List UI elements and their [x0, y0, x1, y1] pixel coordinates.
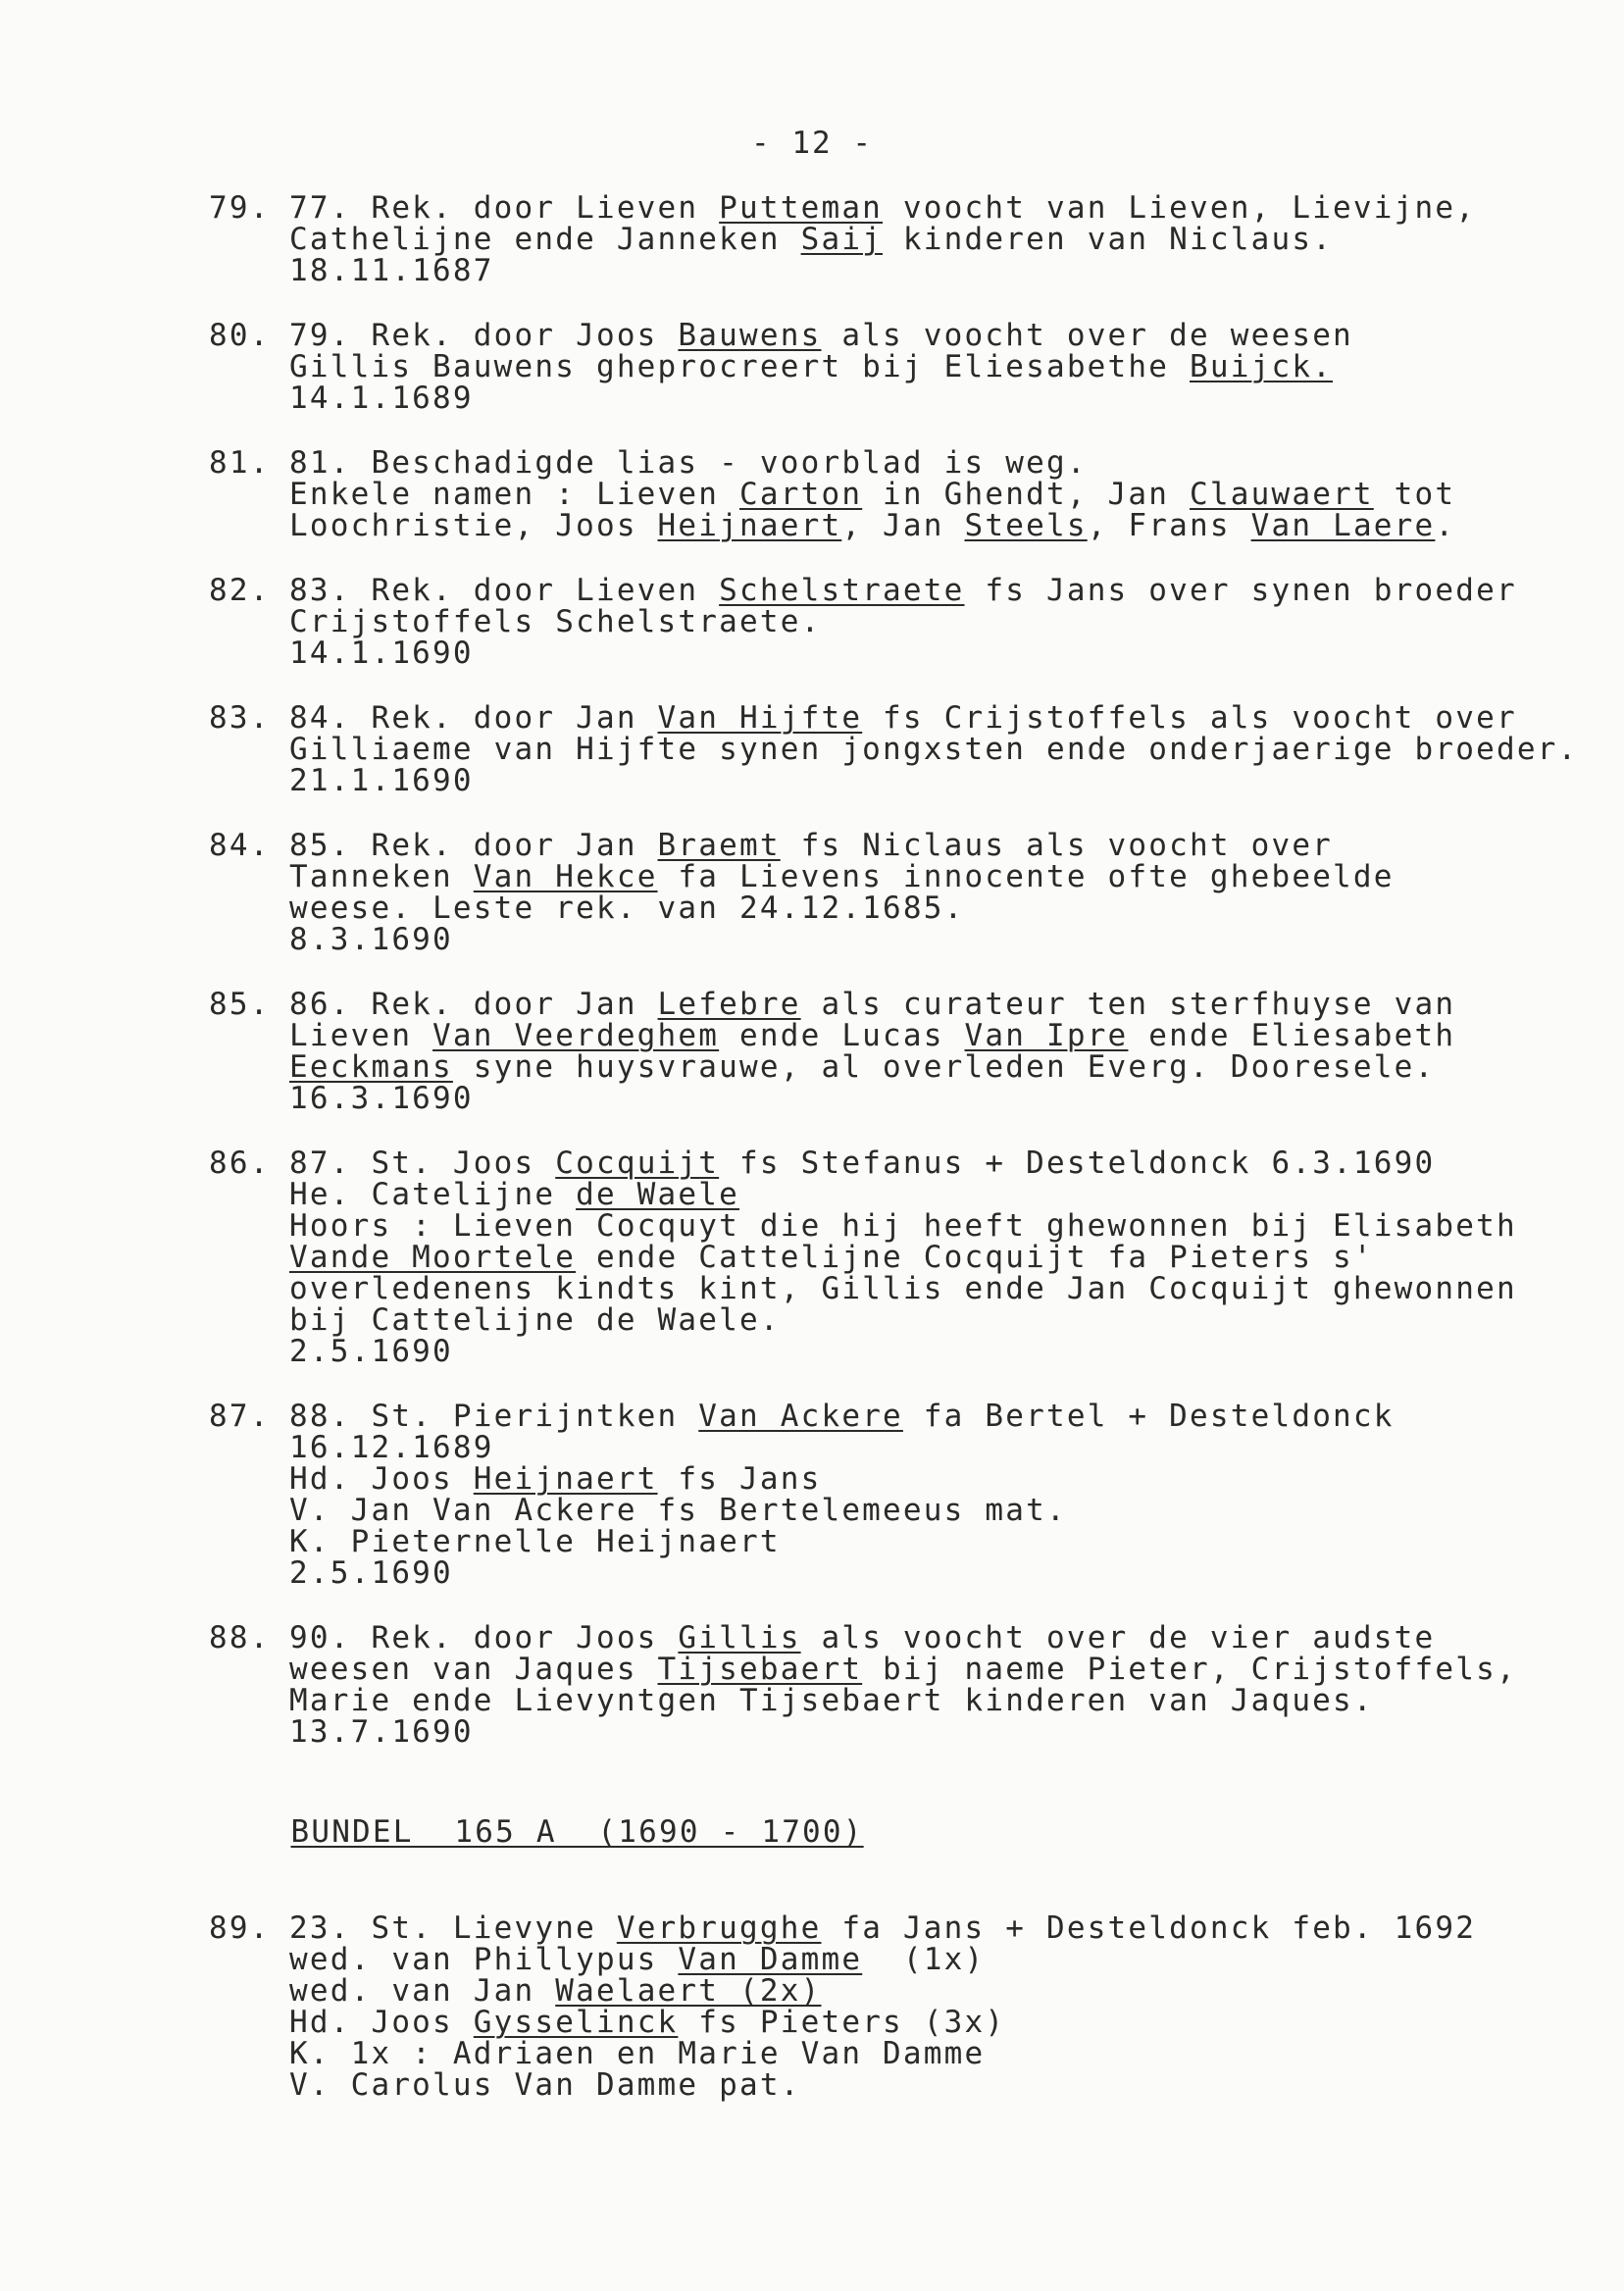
entry-line: [289, 351, 1562, 382]
entry-line: [289, 1210, 1562, 1242]
entry-number: 80.: [209, 318, 271, 353]
text-segment: syne huysvrauwe, al overleden Everg. Dooresele.: [452, 1049, 1436, 1085]
text-segment: Tanneken: [289, 859, 474, 894]
text-segment: K. 1x : Adriaen en Marie Van Damme: [289, 2036, 986, 2071]
entry-line: [289, 1083, 1562, 1114]
text-segment: He. Catelijne: [289, 1177, 577, 1212]
text-segment: Gillis Bauwens gheprocreert bij Eliesabethe: [289, 349, 1190, 384]
entry-line: [289, 320, 1562, 351]
text-segment: V. Carolus Van Damme pat.: [289, 2067, 801, 2103]
underlined-name: Schelstraete: [719, 573, 965, 608]
text-segment: Marie ende Lievyntgen Tijsebaert kinderen van Jaques.: [289, 1683, 1374, 1718]
entry-line: [289, 255, 1562, 286]
text-segment: fa Bertel + Desteldonck: [902, 1399, 1395, 1434]
text-segment: (1x): [862, 1942, 986, 1977]
entry-line: [289, 1912, 1562, 1944]
entry-number: 82.: [209, 573, 271, 608]
text-segment: 13.7.1690: [289, 1714, 474, 1750]
entry-line: [289, 1975, 1562, 2007]
text-segment: 81. Beschadigde lias - voorblad is weg.: [289, 445, 1088, 481]
entry-number: 81.: [209, 445, 271, 481]
entry-line: [289, 192, 1562, 224]
list-item: [209, 575, 1562, 669]
text-segment: bij naeme Pieter, Crijstoffels,: [862, 1652, 1517, 1687]
list-item: [209, 1147, 1562, 1367]
entry-line: [289, 1051, 1562, 1083]
entry-text: [289, 192, 1562, 286]
list-item: [209, 447, 1562, 541]
entry-text: [289, 702, 1578, 796]
text-segment: 8.3.1690: [289, 922, 453, 957]
text-segment: 77. Rek. door Lieven: [289, 190, 720, 226]
text-segment: 23. St. Lievyne: [289, 1910, 617, 1946]
entry-line: [289, 1654, 1562, 1685]
entry-line: [289, 830, 1562, 861]
text-segment: 83. Rek. door Lieven: [289, 573, 720, 608]
entry-line: [289, 1685, 1562, 1716]
text-segment: fs Stefanus + Desteldonck 6.3.1690: [719, 1146, 1436, 1181]
text-segment: 79. Rek. door Joos: [289, 318, 679, 353]
entry-line: [289, 447, 1562, 479]
text-segment: tot: [1373, 477, 1456, 512]
text-segment: 86. Rek. door Jan: [289, 987, 658, 1022]
text-segment: 85. Rek. door Jan: [289, 828, 658, 863]
entry-number: 85.: [209, 987, 271, 1022]
underlined-name: Van Ackere: [698, 1399, 903, 1434]
text-segment: 88. St. Pierijntken: [289, 1399, 699, 1434]
entry-line: [289, 606, 1562, 637]
entry-line: [289, 1147, 1562, 1179]
text-segment: fs Crijstoffels als voocht over: [862, 700, 1517, 736]
text-segment: Hd. Joos: [289, 2005, 474, 2040]
underlined-name: Bauwens: [678, 318, 822, 353]
entry-number: 83.: [209, 700, 271, 736]
entry-text: [289, 447, 1562, 541]
text-segment: Enkele namen : Lieven: [289, 477, 739, 512]
entry-line: [289, 861, 1562, 892]
document-body: [209, 190, 1579, 2134]
text-segment: 14.1.1689: [289, 381, 474, 416]
underlined-name: Van Ipre: [964, 1018, 1129, 1053]
entry-line: [289, 1622, 1562, 1654]
entry-number: 88.: [209, 1620, 271, 1655]
entry-number: 89.: [209, 1910, 271, 1946]
text-segment: kinderen van Niclaus.: [883, 222, 1334, 257]
entry-line: [289, 1020, 1562, 1051]
entry-line: [289, 382, 1562, 414]
entry-line: [289, 1944, 1562, 1975]
text-segment: 16.3.1690: [289, 1081, 474, 1116]
entry-line: [289, 2007, 1562, 2038]
underlined-name: Heijnaert: [473, 1461, 658, 1497]
section-heading: [209, 1785, 1562, 1879]
text-segment: , Frans: [1087, 508, 1251, 543]
entry-text: [289, 575, 1562, 669]
text-segment: fs Pieters (3x): [678, 2005, 1006, 2040]
text-segment: fs Niclaus als voocht over: [780, 828, 1334, 863]
entry-line: [289, 2038, 1562, 2069]
entry-line: [289, 1463, 1562, 1495]
underlined-name: Saij: [800, 222, 884, 257]
text-segment: Crijstoffels Schelstraete.: [289, 604, 822, 639]
text-segment: Lieven: [289, 1018, 433, 1053]
entry-list-bundel-165a: [209, 1912, 1562, 2101]
text-segment: ende Eliesabeth: [1128, 1018, 1456, 1053]
underlined-name: Gillis: [678, 1620, 801, 1655]
text-segment: als voocht over de vier audste: [800, 1620, 1436, 1655]
text-segment: fa Lievens innocente ofte ghebeelde: [657, 859, 1395, 894]
underlined-name: Carton: [739, 477, 863, 512]
list-item: [209, 700, 1579, 798]
text-segment: overledenens kindts kint, Gillis ende Jan Cocquijt ghewonnen: [289, 1271, 1517, 1306]
entry-text: [289, 1400, 1562, 1589]
entry-line: [289, 1557, 1562, 1589]
text-segment: als curateur ten sterfhuyse van: [800, 987, 1456, 1022]
text-segment: fa Jans + Desteldonck feb. 1692: [821, 1910, 1477, 1946]
entry-line: [289, 1716, 1562, 1748]
text-segment: V. Jan Van Ackere fs Bertelemeeus mat.: [289, 1493, 1067, 1528]
underlined-name: Verbrugghe: [616, 1910, 822, 1946]
entry-text: [289, 989, 1562, 1114]
text-segment: .: [1435, 508, 1456, 543]
entry-line: [289, 1432, 1562, 1463]
underlined-name: de Waele: [576, 1177, 740, 1212]
entry-number: 87.: [209, 1399, 271, 1434]
entry-line: [289, 1304, 1562, 1336]
entry-line: [289, 1273, 1562, 1304]
list-item: [209, 192, 1562, 286]
text-segment: Hd. Joos: [289, 1461, 474, 1497]
list-item: [209, 1912, 1562, 2101]
entry-line: [289, 1179, 1562, 1210]
underlined-name: Steels: [964, 508, 1088, 543]
underlined-name: Vande Moortele: [289, 1240, 577, 1275]
entry-line: [289, 989, 1562, 1020]
entry-text: [289, 1147, 1562, 1367]
text-segment: fs Jans: [657, 1461, 822, 1497]
entry-line: [289, 1400, 1562, 1432]
underlined-name: Lefebre: [657, 987, 801, 1022]
entry-line: [289, 1242, 1562, 1273]
text-segment: K. Pieternelle Heijnaert: [289, 1524, 781, 1559]
entry-line: [289, 479, 1562, 510]
underlined-name: Putteman: [719, 190, 884, 226]
text-segment: bij Cattelijne de Waele.: [289, 1302, 781, 1338]
underlined-name: Van Damme: [678, 1942, 863, 1977]
list-item: [209, 320, 1562, 414]
text-segment: 2.5.1690: [289, 1334, 453, 1369]
text-segment: 18.11.1687: [289, 253, 494, 288]
text-segment: 14.1.1690: [289, 636, 474, 671]
section-heading-text: BUNDEL 165 A (1690 - 1700): [290, 1814, 864, 1850]
entry-number: 84.: [209, 828, 271, 863]
entry-line: [289, 892, 1562, 924]
entry-text: [289, 1622, 1562, 1748]
underlined-name: Tijsebaert: [657, 1652, 863, 1687]
entry-line: [289, 637, 1562, 669]
text-segment: 90. Rek. door Joos: [289, 1620, 679, 1655]
underlined-name: Van Hijfte: [657, 700, 863, 736]
text-segment: Gilliaeme van Hijfte synen jongxsten ende onderjaerige broeder.: [289, 732, 1579, 767]
text-segment: in Ghendt, Jan: [862, 477, 1191, 512]
text-segment: , Jan: [841, 508, 965, 543]
text-segment: ende Cattelijne Cocquijt fa Pieters s': [576, 1240, 1374, 1275]
text-segment: wed. van Phillypus: [289, 1942, 679, 1977]
underlined-name: Buijck.: [1190, 349, 1334, 384]
entry-text: [289, 320, 1562, 414]
entry-line: [289, 1336, 1562, 1367]
entry-line: [289, 575, 1562, 606]
entry-line: [289, 510, 1562, 541]
underlined-name: Clauwaert: [1190, 477, 1374, 512]
underlined-name: Cocquijt: [555, 1146, 720, 1181]
text-segment: ende Lucas: [719, 1018, 965, 1053]
entry-number: 79.: [209, 190, 271, 226]
list-item: [209, 989, 1562, 1114]
entry-line: [289, 224, 1562, 255]
text-segment: Loochristie, Joos: [289, 508, 658, 543]
text-segment: 16.12.1689: [289, 1430, 494, 1465]
underlined-name: Gysselinck: [473, 2005, 679, 2040]
underlined-name: Van Hekce: [473, 859, 658, 894]
text-segment: als voocht over de weesen: [821, 318, 1353, 353]
text-segment: voocht van Lieven, Lievijne,: [883, 190, 1477, 226]
text-segment: fs Jans over synen broeder: [964, 573, 1517, 608]
list-item: [209, 830, 1562, 955]
entry-number: 86.: [209, 1146, 271, 1181]
entry-line: [289, 2069, 1562, 2101]
text-segment: weesen van Jaques: [289, 1652, 658, 1687]
underlined-name: Eeckmans: [289, 1049, 453, 1085]
underlined-name: Heijnaert: [657, 508, 842, 543]
list-item: [209, 1400, 1562, 1589]
entry-line: [289, 1526, 1562, 1557]
text-segment: 87. St. Joos: [289, 1146, 556, 1181]
underlined-name: Waelaert (2x): [555, 1973, 822, 2009]
text-segment: Hoors : Lieven Cocquyt die hij heeft ghewonnen bij Elisabeth: [289, 1208, 1517, 1244]
page-number: - 12 -: [751, 126, 873, 161]
list-item: [209, 1622, 1562, 1748]
entry-text: [289, 1912, 1562, 2101]
text-segment: 84. Rek. door Jan: [289, 700, 658, 736]
underlined-name: Braemt: [657, 828, 781, 863]
entry-line: [289, 734, 1578, 765]
text-segment: Cathelijne ende Janneken: [289, 222, 801, 257]
text-segment: 2.5.1690: [289, 1555, 453, 1591]
entry-line: [289, 1495, 1562, 1526]
underlined-name: Van Laere: [1250, 508, 1436, 543]
text-segment: 21.1.1690: [289, 763, 474, 798]
entry-text: [289, 830, 1562, 955]
underlined-name: Van Veerdeghem: [432, 1018, 720, 1053]
text-segment: weese. Leste rek. van 24.12.1685.: [289, 891, 965, 926]
entry-line: [289, 702, 1578, 734]
entry-list: [209, 190, 1579, 1750]
text-segment: wed. van Jan: [289, 1973, 556, 2009]
entry-line: [289, 924, 1562, 955]
entry-line: [289, 765, 1578, 796]
